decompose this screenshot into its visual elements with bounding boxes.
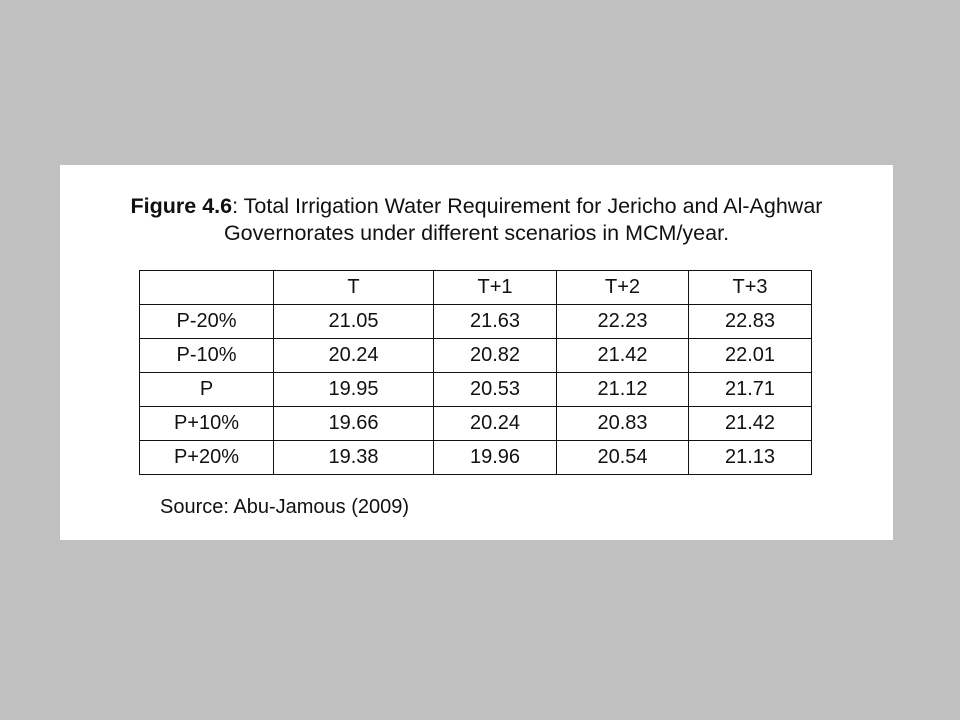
- data-table: [139, 270, 812, 475]
- table-cell: 19.95: [274, 373, 434, 407]
- row-label: P+20%: [140, 441, 274, 475]
- column-header: T+2: [557, 271, 689, 305]
- table-cell: 21.42: [689, 407, 812, 441]
- table-cell: 22.83: [689, 305, 812, 339]
- table-row: [140, 441, 812, 475]
- header-row: [140, 271, 812, 305]
- figure-panel: [60, 165, 893, 540]
- table-cell: 19.66: [274, 407, 434, 441]
- column-header: T: [274, 271, 434, 305]
- table-row: [140, 339, 812, 373]
- table-cell: 21.13: [689, 441, 812, 475]
- table-cell: 22.01: [689, 339, 812, 373]
- row-label: P: [140, 373, 274, 407]
- corner-cell: [140, 271, 274, 305]
- figure-label: Figure 4.6: [130, 194, 233, 218]
- table-cell: 20.24: [434, 407, 557, 441]
- table-cell: 21.05: [274, 305, 434, 339]
- caption-line-1: [60, 193, 893, 220]
- table-cell: 19.38: [274, 441, 434, 475]
- figure-title-part2: Governorates under different scenarios in MCM/year.: [223, 221, 730, 245]
- row-label: P-10%: [140, 339, 274, 373]
- table-cell: 20.53: [434, 373, 557, 407]
- figure-caption: [60, 193, 893, 247]
- row-label: P-20%: [140, 305, 274, 339]
- table-row: [140, 373, 812, 407]
- source-note: Source: Abu-Jamous (2009): [160, 496, 410, 518]
- table-row: [140, 407, 812, 441]
- table-cell: 20.24: [274, 339, 434, 373]
- table-cell: 19.96: [434, 441, 557, 475]
- table-cell: 20.83: [557, 407, 689, 441]
- table-cell: 20.54: [557, 441, 689, 475]
- table-cell: 21.71: [689, 373, 812, 407]
- row-label: P+10%: [140, 407, 274, 441]
- figure-title-part1: : Total Irrigation Water Requirement for Jericho and Al-Aghwar: [232, 194, 823, 218]
- table-cell: 21.12: [557, 373, 689, 407]
- table-cell: 21.63: [434, 305, 557, 339]
- table-cell: 20.82: [434, 339, 557, 373]
- column-header: T+1: [434, 271, 557, 305]
- table-cell: 21.42: [557, 339, 689, 373]
- column-header: T+3: [689, 271, 812, 305]
- table-row: [140, 305, 812, 339]
- table-cell: 22.23: [557, 305, 689, 339]
